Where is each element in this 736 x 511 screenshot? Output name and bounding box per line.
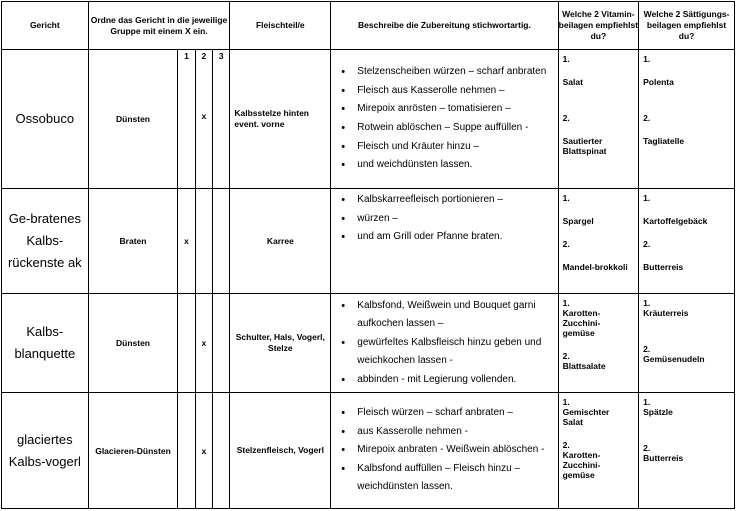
- dish-name: Ge-bratenes Kalbs-rückenste ak: [2, 189, 89, 294]
- table-row: [2, 393, 735, 509]
- recipe-table: [1, 1, 735, 509]
- header-veg: Welche 2 Vitamin-beilagen empfiehlst du?: [558, 2, 639, 50]
- sat-sides: [639, 189, 735, 294]
- prep-step: • würzen –: [357, 210, 557, 229]
- side-item: Salat: [562, 77, 583, 87]
- group-col-2: [195, 50, 212, 189]
- prep-step: • abbinden - mit Legierung vollenden.: [357, 371, 557, 390]
- prep-step: • Rotwein ablöschen – Suppe auffüllen -: [357, 119, 557, 138]
- side-number: 2.: [562, 440, 570, 450]
- side-number: 1.: [643, 298, 651, 308]
- prep-step: • und weichdünsten lassen.: [357, 156, 557, 175]
- cooking-method: Dünsten: [88, 50, 178, 189]
- group-col-3: [213, 294, 230, 393]
- veg-sides: [558, 393, 639, 509]
- group-col-3: [213, 393, 230, 509]
- dish-name: Kalbs-blanquette: [2, 294, 89, 393]
- veg-sides: [558, 189, 639, 294]
- side-item: Polenta: [643, 77, 674, 87]
- prep-step: • und am Grill oder Pfanne braten.: [357, 228, 557, 247]
- side-number: 1.: [643, 193, 651, 203]
- group-col-2: [195, 189, 212, 294]
- side-number: 1.: [562, 397, 570, 407]
- side-number: 2.: [643, 113, 651, 123]
- cooking-method: Glacieren-Dünsten: [88, 393, 178, 509]
- cooking-method: Dünsten: [88, 294, 178, 393]
- header-row: [2, 2, 735, 50]
- side-number: 2.: [643, 239, 651, 249]
- side-number: 2.: [643, 344, 651, 354]
- header-dish: Gericht: [2, 2, 89, 50]
- meat-cut: Kalbsstelze hinten event. vorne: [230, 50, 331, 189]
- veg-sides: [558, 50, 639, 189]
- prep-steps: [331, 189, 558, 294]
- prep-step: • aus Kasserolle nehmen -: [357, 423, 557, 442]
- dish-name: Ossobuco: [2, 50, 89, 189]
- table-row: [2, 294, 735, 393]
- group-mark: x: [195, 294, 212, 393]
- group-mark: x: [195, 393, 212, 509]
- group-col-1: [178, 393, 195, 509]
- group-mark: x: [201, 111, 207, 121]
- meat-cut: Schulter, Hals, Vogerl, Stelze: [230, 294, 331, 393]
- header-prep: Beschreibe die Zubereitung stichwortartig.: [331, 2, 558, 50]
- side-number: 2.: [562, 113, 570, 123]
- header-meat: Fleischteil/e: [230, 2, 331, 50]
- prep-steps: [331, 294, 558, 393]
- side-number: 1.: [562, 54, 570, 64]
- prep-step: • Kalbsfond, Weißwein und Bouquet garni aufkochen lassen –: [357, 297, 557, 334]
- side-item: Gemischter Salat: [562, 407, 610, 427]
- side-item: Karotten-Zucchini-gemüse: [562, 308, 601, 338]
- side-item: Kartoffelgebäck: [643, 216, 708, 226]
- prep-step: • Mirepoix anrösten – tomatisieren –: [357, 100, 557, 119]
- prep-step: • Stelzenscheiben würzen – scharf anbraten: [357, 63, 557, 82]
- table-row: [2, 50, 735, 189]
- side-item: Mandel-brokkoli: [562, 262, 628, 272]
- group-col-1: [178, 294, 195, 393]
- group-number: 2: [201, 51, 207, 61]
- side-number: 1.: [562, 193, 570, 203]
- prep-step: • Kalbsfond auffüllen – Fleisch hinzu – weichdünsten lassen.: [357, 460, 557, 497]
- group-col-3: [213, 50, 230, 189]
- group-mark: x: [178, 189, 195, 294]
- side-item: Spargel: [562, 216, 594, 226]
- dish-name: glaciertes Kalbs-vogerl: [2, 393, 89, 509]
- side-number: 2.: [562, 351, 570, 361]
- cooking-method: Braten: [88, 189, 178, 294]
- sat-sides: [639, 393, 735, 509]
- prep-step: • Fleisch aus Kasserolle nehmen –: [357, 82, 557, 101]
- sat-sides: [639, 50, 735, 189]
- header-group: Ordne das Gericht in die jeweilige Gruppe mit einem X ein.: [88, 2, 230, 50]
- side-item: Blattsalate: [562, 361, 606, 371]
- prep-step: • gewürfeltes Kalbsfleisch hinzu geben und weichkochen lassen -: [357, 334, 557, 371]
- side-number: 2.: [643, 443, 651, 453]
- side-item: Gemüsenudeln: [643, 354, 705, 364]
- prep-steps: [331, 393, 558, 509]
- prep-steps: [331, 50, 558, 189]
- group-col-3: [213, 189, 230, 294]
- side-number: 1.: [643, 397, 651, 407]
- prep-step: • Mirepoix anbraten - Weißwein ablöschen -: [357, 441, 557, 460]
- group-number: 3: [218, 51, 224, 61]
- group-number: 1: [184, 51, 189, 61]
- meat-cut: Stelzenfleisch, Vogerl: [230, 393, 331, 509]
- meat-cut: Karree: [230, 189, 331, 294]
- side-number: 1.: [643, 54, 651, 64]
- prep-step: • Fleisch und Kräuter hinzu –: [357, 138, 557, 157]
- sat-sides: [639, 294, 735, 393]
- side-item: Butterreis: [643, 453, 684, 463]
- group-col-1: [178, 50, 195, 189]
- veg-sides: [558, 294, 639, 393]
- side-number: 1.: [562, 298, 570, 308]
- side-item: Sautierter Blattspinat: [562, 136, 607, 156]
- side-number: 2.: [562, 239, 570, 249]
- prep-step: • Kalbskarreefleisch portionieren –: [357, 191, 557, 210]
- side-item: Spätzle: [643, 407, 673, 417]
- side-item: Butterreis: [643, 262, 684, 272]
- header-sat: Welche 2 Sättigungs-beilagen empfiehlst du?: [639, 2, 735, 50]
- prep-step: • Fleisch würzen – scharf anbraten –: [357, 404, 557, 423]
- table-row: [2, 189, 735, 294]
- side-item: Kräuterreis: [643, 308, 689, 318]
- side-item: Tagliatelle: [643, 136, 685, 146]
- side-item: Karotten-Zucchini-gemüse: [562, 450, 601, 480]
